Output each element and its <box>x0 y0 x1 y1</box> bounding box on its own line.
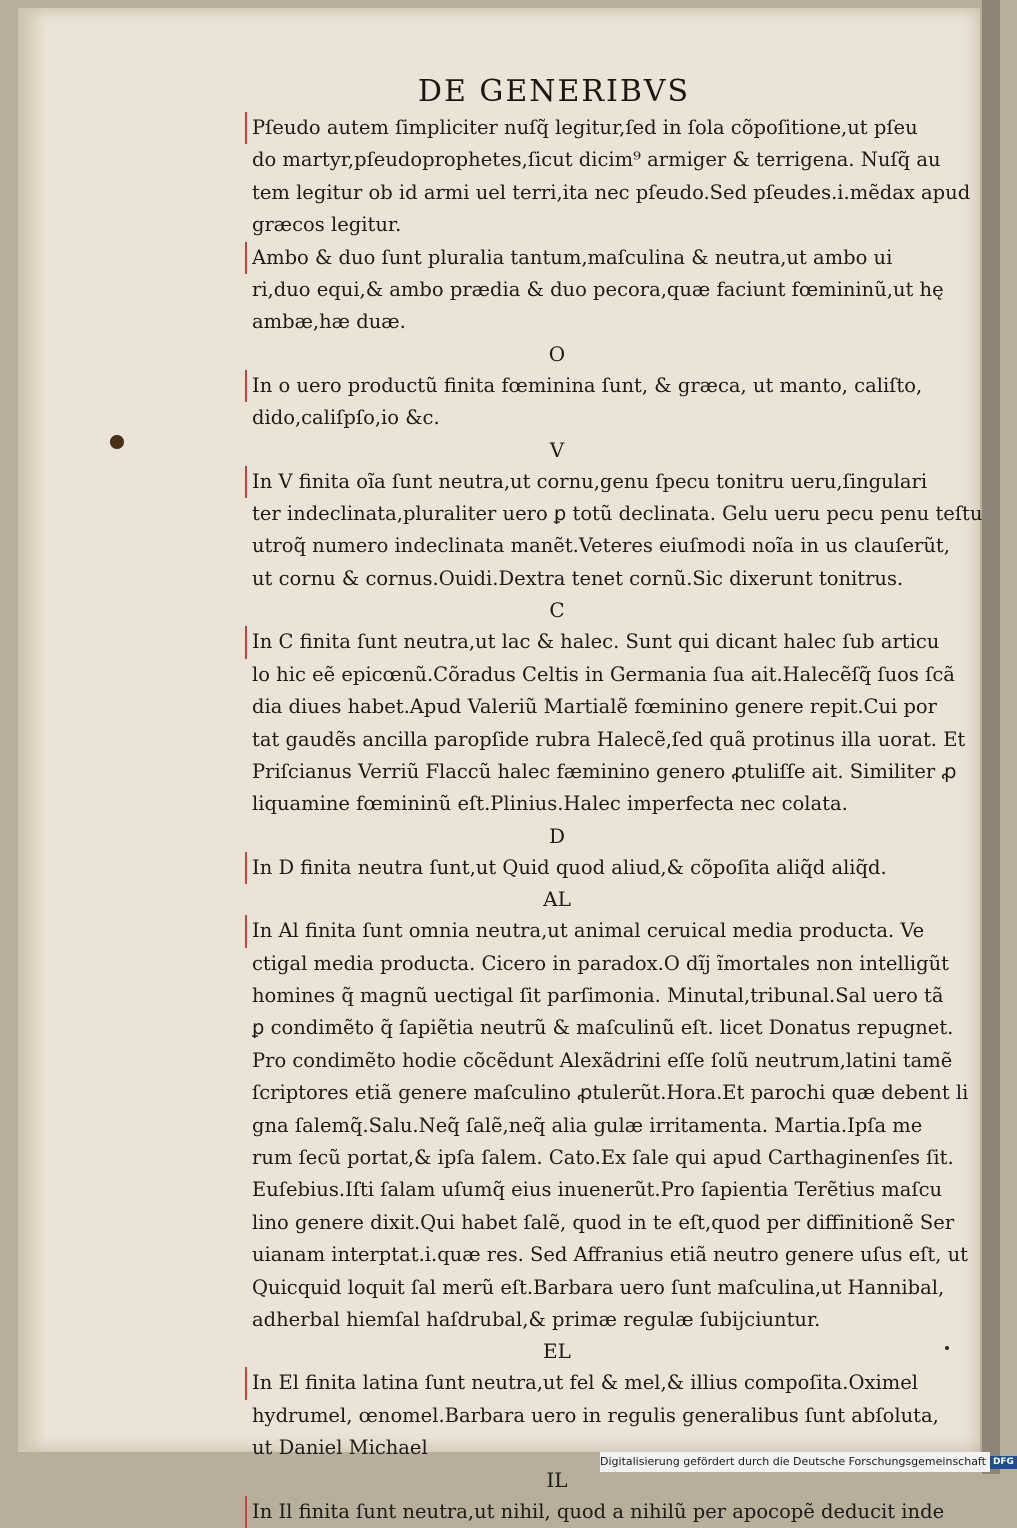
text-line: Pſeudo autem ſimpliciter nuſq̃ legitur,ſed in ſola cõpoſitione,ut pſeu <box>245 112 952 144</box>
text-line: Pro condimẽto hodie cõcẽdunt Alexãdrini eſſe ſolũ neutrum,latini tamẽ <box>252 1048 953 1072</box>
text-line: In El finita latina ſunt neutra,ut fel & mel,& illius compoſita.Oximel <box>245 1367 952 1399</box>
text-block <box>252 112 983 1528</box>
text-line: Euſebius.Iſti ſalam uſumq̃ eius inuenerũt.Pro ſapientia Terẽtius maſcu <box>252 1178 943 1202</box>
text-line: ſcriptores etiã genere maſculino ꝓtulerũt.Hora.Et parochi quæ debent li <box>252 1081 969 1105</box>
text-line: rum ſecũ portat,& ipſa ſalem. Cato.Ex ſale qui apud Carthaginenſes ſit. <box>252 1145 954 1169</box>
text-line: uianam interptat.i.quæ res. Sed Affranius etiã neutro genere uſus eſt, ut <box>252 1243 969 1267</box>
text-line: liquamine fœmininũ eſt.Plinius.Halec imperfecta nec colata. <box>252 792 848 816</box>
text-line: ctigal media producta. Cicero in paradox.O dĩj ĩmortales non intelligũt <box>252 951 950 975</box>
text-line: dido,caliſpſo,io &c. <box>252 406 440 430</box>
text-line: ut Daniel Michael <box>252 1436 428 1460</box>
section <box>252 595 966 820</box>
section <box>252 242 952 339</box>
section <box>252 821 952 884</box>
section <box>252 1336 952 1464</box>
text-line: græcos legitur. <box>252 213 402 237</box>
text-line: homines q̃ magnũ uectigal ſit parſimonia. Minutal,tribunal.Sal uero tã <box>252 983 944 1007</box>
text-line: utroq̃ numero indeclinata manẽt.Veteres eiuſmodi noĩa in us clauſerũt, <box>252 534 950 558</box>
text-line: ter indeclinata,pluraliter uero ꝑ totũ declinata. Gelu ueru pecu penu teſtu <box>252 502 983 526</box>
text-line: In Al finita ſunt omnia neutra,ut animal ceruical media producta. Ve <box>245 915 952 947</box>
text-line: ꝑ condimẽto q̃ ſapiẽtia neutrũ & maſculinũ eſt. licet Donatus repugnet. <box>252 1016 954 1040</box>
text-line: adherbal hiemſal haſdrubal,& primæ regulæ ſubijciuntur. <box>252 1308 821 1331</box>
text-line: ut cornu & cornus.Ouidi.Dextra tenet cornũ.Sic dixerunt tonitrus. <box>252 566 904 590</box>
text-line: In o uero productũ finita fœminina ſunt, & græca, ut manto, caliſto, <box>245 370 952 402</box>
text-line: ambæ,hæ duæ. <box>252 310 406 334</box>
text-line: gna ſalemq̃.Salu.Neq̃ ſalẽ,neq̃ alia gulæ irritamenta. Martia.Ipſa me <box>252 1113 923 1137</box>
text-line: In D finita neutra ſunt,ut Quid quod aliud,& cõpoſita aliq̃d aliq̃d. <box>245 852 952 884</box>
text-line: lino genere dixit.Qui habet ſalẽ, quod in te eſt,quod per diffinitionẽ Ser <box>252 1210 955 1234</box>
ink-speck <box>945 1346 949 1350</box>
dfg-logo: DFG <box>990 1456 1017 1469</box>
section-heading: AL <box>543 887 571 912</box>
text-line: In C finita ſunt neutra,ut lac & halec. Sunt qui dicant halec ſub articu <box>245 626 952 658</box>
text-line: In Il finita ſunt neutra,ut nihil, quod a nihilũ per apocopẽ deducit inde <box>245 1496 952 1528</box>
section <box>252 1465 952 1528</box>
text-line: In V finita oĩa ſunt neutra,ut cornu,genu ſpecu tonitru ueru,ſingulari <box>245 466 952 498</box>
section-heading: C <box>549 598 565 623</box>
text-line: Ambo & duo ſunt pluralia tantum,maſculina & neutra,ut ambo ui <box>245 242 952 274</box>
section <box>252 435 983 596</box>
text-line: do martyr,pſeudoprophetes,ſicut dicim⁹ armiger & terrigena. Nuſq̃ au <box>252 148 941 172</box>
text-line: Priſcianus Verriũ Flaccũ halec fæminino genero ꝓtuliſſe ait. Similiter ꝓ <box>252 759 957 783</box>
text-line: Quicquid loquit ſal merũ eſt.Barbara uero ſunt maſculina,ut Hannibal, <box>252 1275 945 1299</box>
text-line: tat gaudẽs ancilla paropſide rubra Halecẽ,ſed quã protinus illa uorat. Et <box>252 727 966 751</box>
section <box>252 339 952 435</box>
running-head: DE GENERIBVS <box>417 74 691 109</box>
section <box>252 884 969 1336</box>
text-line: dia diues habet.Apud Valeriũ Martialẽ fœminino genere repit.Cui por <box>252 695 937 719</box>
section <box>252 112 971 242</box>
section-heading: D <box>548 823 566 848</box>
section-heading: V <box>549 437 565 462</box>
page-binding-shadow <box>18 8 46 1452</box>
footer-credit-text: Digitalisierung gefördert durch die Deutsche Forschungsgemeinschaft <box>600 1455 986 1468</box>
footer-credit <box>600 1452 1014 1472</box>
section-heading: IL <box>546 1467 568 1492</box>
text-line: ri,duo equi,& ambo prædia & duo pecora,quæ faciunt fœmininũ,ut hę <box>252 278 944 302</box>
section-heading: O <box>548 341 566 366</box>
ink-blot <box>110 435 124 449</box>
text-line: tem legitur ob id armi uel terri,ita nec pſeudo.Sed pſeudes.i.mẽdax apud <box>252 180 971 204</box>
text-line: hydrumel, œnomel.Barbara uero in regulis generalibus ſunt abſoluta, <box>252 1403 939 1427</box>
page-edge <box>982 0 1000 1474</box>
section-heading: EL <box>543 1339 571 1364</box>
text-line: lo hic eẽ epicœnũ.Cõradus Celtis in Germania ſua ait.Halecẽſq̃ ſuos ſcã <box>252 662 955 686</box>
